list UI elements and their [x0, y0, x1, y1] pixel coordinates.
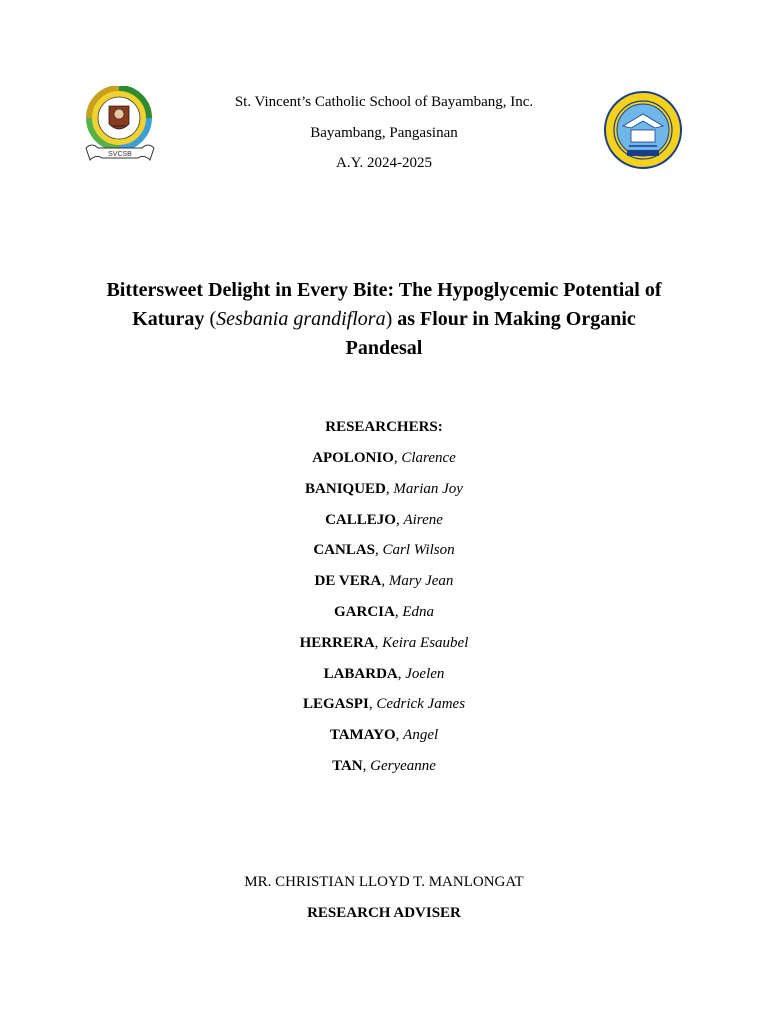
logo-banner-text: SVCSB — [108, 151, 132, 158]
adviser-role: RESEARCH ADVISER — [307, 905, 461, 921]
researcher-first-name: Cedrick James — [376, 696, 466, 713]
title-paren-close: ) — [385, 308, 393, 330]
researcher-last-name: BANIQUED — [305, 480, 386, 497]
researcher-last-name: TAMAYO — [329, 727, 396, 744]
researcher-last-name: HERRERA — [299, 634, 375, 651]
researcher-row: LABARDA, Joelen — [323, 665, 445, 682]
researcher-last-name: APOLONIO — [312, 450, 394, 466]
researchers-heading: RESEARCHERS: — [325, 419, 443, 435]
adviser-name: MR. CHRISTIAN LLOYD T. MANLONGAT — [244, 874, 524, 890]
school-header — [184, 91, 584, 183]
researcher-row: BANIQUED, Marian Joy — [305, 480, 463, 497]
researcher-first-name: Keira Esaubel — [382, 634, 469, 651]
researcher-row: CANLAS, Carl Wilson — [313, 542, 455, 559]
title-part-4: Pandesal — [345, 337, 423, 359]
researcher-last-name: DE VERA — [314, 573, 382, 590]
researcher-row: TAMAYO, Angel — [329, 727, 439, 744]
school-name: St. Vincent’s Catholic School of Bayambang, Inc. — [234, 94, 534, 110]
researcher-row: APOLONIO, Clarence — [312, 450, 456, 466]
researcher-row: TAN, Geryeanne — [332, 757, 436, 774]
title-part-2: Katuray — [132, 308, 205, 330]
researcher-row: CALLEJO, Airene — [325, 511, 443, 528]
school-location: Bayambang, Pangasinan — [310, 124, 458, 141]
researcher-last-name: TAN — [332, 757, 363, 774]
title-paren-open: ( — [204, 308, 217, 330]
researcher-last-name: LABARDA — [323, 665, 398, 682]
title-part-1: Bittersweet Delight in Every Bite: The Hypoglycemic Potential of — [106, 279, 662, 301]
research-title — [84, 276, 684, 363]
researcher-row: HERRERA, Keira Esaubel — [299, 634, 469, 651]
researcher-first-name: Mary Jean — [388, 573, 454, 590]
researchers-section — [184, 416, 584, 786]
researcher-row: DE VERA, Mary Jean — [314, 573, 454, 590]
researcher-first-name: Airene — [403, 511, 443, 528]
academic-year: A.Y. 2024-2025 — [336, 155, 432, 171]
researcher-last-name: CANLAS — [313, 542, 376, 559]
scientific-name-wrapper — [204, 308, 392, 330]
researcher-row: LEGASPI, Cedrick James — [302, 696, 466, 713]
researcher-last-name: LEGASPI — [302, 696, 369, 713]
researcher-first-name: Joelen — [405, 665, 445, 682]
scientific-name: Sesbania grandiflora — [216, 308, 386, 330]
researcher-first-name: Marian Joy — [393, 480, 463, 497]
researcher-first-name: Carl Wilson — [382, 542, 455, 559]
researcher-first-name: Angel — [403, 727, 439, 744]
researcher-row: GARCIA, Edna — [333, 603, 434, 620]
school-seal-left-logo — [84, 86, 156, 164]
researcher-first-name: Edna — [402, 603, 434, 620]
school-seal-right-logo — [603, 90, 683, 170]
researcher-first-name: Geryeanne — [370, 757, 436, 774]
researcher-first-name: Clarence — [401, 450, 456, 466]
title-part-3: as Flour in Making Organic — [392, 308, 636, 330]
researcher-last-name: GARCIA — [333, 603, 395, 620]
researcher-last-name: CALLEJO — [325, 511, 396, 528]
adviser-section — [184, 871, 584, 924]
